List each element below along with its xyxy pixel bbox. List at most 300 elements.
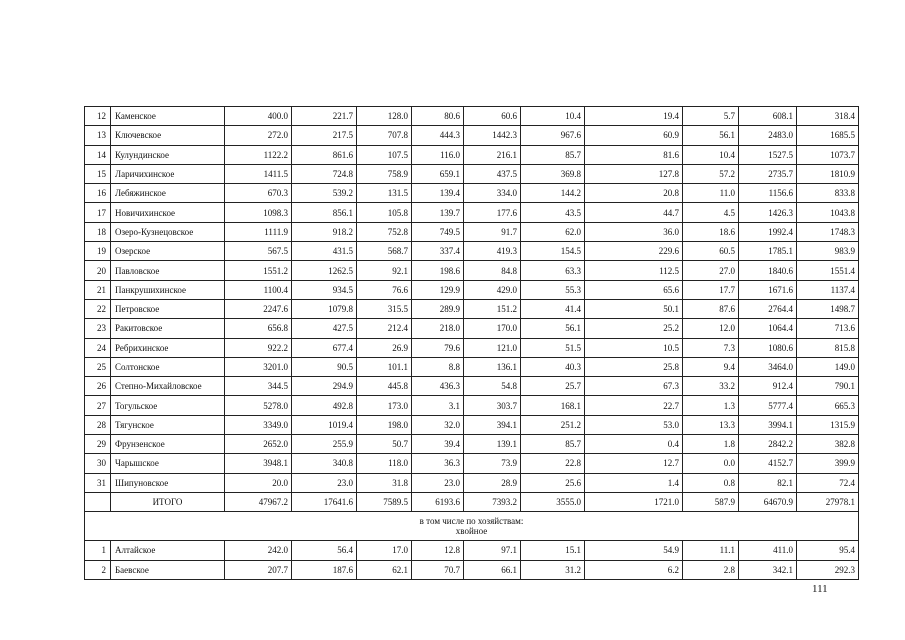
row-number: 19 [85, 242, 111, 261]
value-cell: 9.4 [683, 357, 739, 376]
value-cell: 54.8 [464, 377, 521, 396]
value-cell: 25.7 [521, 377, 585, 396]
table-row [85, 473, 859, 492]
table-row [85, 107, 859, 126]
value-cell: 3201.0 [225, 357, 292, 376]
row-number: 13 [85, 126, 111, 145]
value-cell: 677.4 [292, 338, 357, 357]
value-cell: 20.0 [225, 473, 292, 492]
value-cell: 1840.6 [739, 261, 797, 280]
value-cell: 60.6 [464, 107, 521, 126]
value-cell: 118.0 [357, 454, 412, 473]
value-cell: 790.1 [797, 377, 859, 396]
value-cell: 56.1 [521, 319, 585, 338]
value-cell: 81.6 [585, 145, 683, 164]
value-cell: 289.9 [412, 299, 464, 318]
value-cell: 394.1 [464, 415, 521, 434]
row-number: 31 [85, 473, 111, 492]
value-cell: 62.0 [521, 222, 585, 241]
row-number: 20 [85, 261, 111, 280]
value-cell: 87.6 [683, 299, 739, 318]
value-cell: 833.8 [797, 184, 859, 203]
row-name: Фрунзенское [111, 435, 225, 454]
value-cell: 0.4 [585, 435, 683, 454]
value-cell: 19.4 [585, 107, 683, 126]
value-cell: 1748.3 [797, 222, 859, 241]
table-row [85, 222, 859, 241]
value-cell: 382.8 [797, 435, 859, 454]
table-row [85, 261, 859, 280]
value-cell: 168.1 [521, 396, 585, 415]
value-cell: 139.4 [412, 184, 464, 203]
subheading-line-1: в том числе по хозяйствам: [419, 516, 524, 527]
value-cell: 707.8 [357, 126, 412, 145]
page-number: 111 [812, 583, 828, 595]
value-cell: 105.8 [357, 203, 412, 222]
table-row [85, 319, 859, 338]
value-cell: 665.3 [797, 396, 859, 415]
table-row [85, 164, 859, 183]
value-cell: 315.5 [357, 299, 412, 318]
value-cell: 1098.3 [225, 203, 292, 222]
value-cell: 53.0 [585, 415, 683, 434]
row-name: Баевское [111, 560, 225, 579]
value-cell: 1019.4 [292, 415, 357, 434]
value-cell: 18.6 [683, 222, 739, 241]
value-cell: 50.7 [357, 435, 412, 454]
value-cell: 1122.2 [225, 145, 292, 164]
value-cell: 129.9 [412, 280, 464, 299]
value-cell: 724.8 [292, 164, 357, 183]
value-cell: 10.4 [521, 107, 585, 126]
value-cell: 43.5 [521, 203, 585, 222]
value-cell: 1073.7 [797, 145, 859, 164]
value-cell: 2483.0 [739, 126, 797, 145]
value-cell: 101.1 [357, 357, 412, 376]
value-cell: 659.1 [412, 164, 464, 183]
row-name: Кулундинское [111, 145, 225, 164]
table-row [85, 541, 859, 560]
value-cell: 713.6 [797, 319, 859, 338]
total-cell: 64670.9 [739, 492, 797, 511]
value-cell: 444.3 [412, 126, 464, 145]
value-cell: 44.7 [585, 203, 683, 222]
total-cell: 27978.1 [797, 492, 859, 511]
value-cell: 1262.5 [292, 261, 357, 280]
value-cell: 216.1 [464, 145, 521, 164]
row-number: 26 [85, 377, 111, 396]
value-cell: 27.0 [683, 261, 739, 280]
total-cell: 47967.2 [225, 492, 292, 511]
value-cell: 17.0 [357, 541, 412, 560]
row-name: Ларичихинское [111, 164, 225, 183]
value-cell: 294.9 [292, 377, 357, 396]
value-cell: 1785.1 [739, 242, 797, 261]
value-cell: 1527.5 [739, 145, 797, 164]
value-cell: 23.0 [412, 473, 464, 492]
value-cell: 1080.6 [739, 338, 797, 357]
value-cell: 31.2 [521, 560, 585, 579]
row-name: Павловское [111, 261, 225, 280]
value-cell: 54.9 [585, 541, 683, 560]
value-cell: 177.6 [464, 203, 521, 222]
value-cell: 419.3 [464, 242, 521, 261]
value-cell: 303.7 [464, 396, 521, 415]
value-cell: 1551.4 [797, 261, 859, 280]
value-cell: 11.1 [683, 541, 739, 560]
table-row [85, 377, 859, 396]
value-cell: 26.9 [357, 338, 412, 357]
value-cell: 1.3 [683, 396, 739, 415]
value-cell: 400.0 [225, 107, 292, 126]
value-cell: 436.3 [412, 377, 464, 396]
row-number: 2 [85, 560, 111, 579]
value-cell: 1043.8 [797, 203, 859, 222]
value-cell: 25.2 [585, 319, 683, 338]
table-row [85, 145, 859, 164]
value-cell: 934.5 [292, 280, 357, 299]
table-row [85, 415, 859, 434]
row-number: 16 [85, 184, 111, 203]
subtable-body [85, 541, 859, 580]
value-cell: 983.9 [797, 242, 859, 261]
value-cell: 369.8 [521, 164, 585, 183]
value-cell: 5278.0 [225, 396, 292, 415]
value-cell: 60.5 [683, 242, 739, 261]
value-cell: 207.7 [225, 560, 292, 579]
value-cell: 4152.7 [739, 454, 797, 473]
row-number: 29 [85, 435, 111, 454]
row-number: 12 [85, 107, 111, 126]
value-cell: 154.5 [521, 242, 585, 261]
row-number: 27 [85, 396, 111, 415]
value-cell: 567.5 [225, 242, 292, 261]
value-cell: 212.4 [357, 319, 412, 338]
row-name: Каменское [111, 107, 225, 126]
row-name: Алтайское [111, 541, 225, 560]
value-cell: 20.8 [585, 184, 683, 203]
forest-data-table [84, 106, 859, 580]
value-cell: 912.4 [739, 377, 797, 396]
table-row [85, 126, 859, 145]
value-cell: 3464.0 [739, 357, 797, 376]
table-row [85, 203, 859, 222]
value-cell: 51.5 [521, 338, 585, 357]
value-cell: 144.2 [521, 184, 585, 203]
value-cell: 292.3 [797, 560, 859, 579]
value-cell: 861.6 [292, 145, 357, 164]
row-name: Новичихинское [111, 203, 225, 222]
value-cell: 1685.5 [797, 126, 859, 145]
value-cell: 399.9 [797, 454, 859, 473]
value-cell: 170.0 [464, 319, 521, 338]
value-cell: 3349.0 [225, 415, 292, 434]
value-cell: 411.0 [739, 541, 797, 560]
value-cell: 67.3 [585, 377, 683, 396]
total-cell: 1721.0 [585, 492, 683, 511]
value-cell: 1.4 [585, 473, 683, 492]
value-cell: 25.6 [521, 473, 585, 492]
value-cell: 65.6 [585, 280, 683, 299]
value-cell: 15.1 [521, 541, 585, 560]
value-cell: 7.3 [683, 338, 739, 357]
row-number: 22 [85, 299, 111, 318]
value-cell: 1137.4 [797, 280, 859, 299]
value-cell: 221.7 [292, 107, 357, 126]
row-number: 14 [85, 145, 111, 164]
value-cell: 437.5 [464, 164, 521, 183]
table-row [85, 396, 859, 415]
row-number: 18 [85, 222, 111, 241]
value-cell: 149.0 [797, 357, 859, 376]
value-cell: 1551.2 [225, 261, 292, 280]
table-row [85, 299, 859, 318]
value-cell: 8.8 [412, 357, 464, 376]
value-cell: 187.6 [292, 560, 357, 579]
value-cell: 2652.0 [225, 435, 292, 454]
value-cell: 1810.9 [797, 164, 859, 183]
value-cell: 70.7 [412, 560, 464, 579]
value-cell: 1992.4 [739, 222, 797, 241]
value-cell: 218.0 [412, 319, 464, 338]
value-cell: 55.3 [521, 280, 585, 299]
total-cell: 7393.2 [464, 492, 521, 511]
value-cell: 76.6 [357, 280, 412, 299]
value-cell: 656.8 [225, 319, 292, 338]
subheading [85, 512, 859, 541]
value-cell: 22.8 [521, 454, 585, 473]
value-cell: 922.2 [225, 338, 292, 357]
value-cell: 0.0 [683, 454, 739, 473]
value-cell: 3994.1 [739, 415, 797, 434]
value-cell: 1064.4 [739, 319, 797, 338]
row-number: 15 [85, 164, 111, 183]
value-cell: 12.7 [585, 454, 683, 473]
row-number: 28 [85, 415, 111, 434]
value-cell: 92.1 [357, 261, 412, 280]
value-cell: 79.6 [412, 338, 464, 357]
value-cell: 72.4 [797, 473, 859, 492]
value-cell: 967.6 [521, 126, 585, 145]
value-cell: 36.0 [585, 222, 683, 241]
value-cell: 36.3 [412, 454, 464, 473]
value-cell: 758.9 [357, 164, 412, 183]
row-name: Озеро-Кузнецовское [111, 222, 225, 241]
row-name: Ребрихинское [111, 338, 225, 357]
value-cell: 5777.4 [739, 396, 797, 415]
row-name: Солтонское [111, 357, 225, 376]
value-cell: 568.7 [357, 242, 412, 261]
value-cell: 1411.5 [225, 164, 292, 183]
value-cell: 50.1 [585, 299, 683, 318]
subheading-row [85, 512, 859, 541]
value-cell: 11.0 [683, 184, 739, 203]
table-row [85, 280, 859, 299]
table-row [85, 338, 859, 357]
value-cell: 2735.7 [739, 164, 797, 183]
value-cell: 2247.6 [225, 299, 292, 318]
value-cell: 1315.9 [797, 415, 859, 434]
value-cell: 1442.3 [464, 126, 521, 145]
total-cell: 7589.5 [357, 492, 412, 511]
value-cell: 670.3 [225, 184, 292, 203]
table-row [85, 560, 859, 579]
row-name: Тогульское [111, 396, 225, 415]
row-name: Тягунское [111, 415, 225, 434]
value-cell: 342.1 [739, 560, 797, 579]
row-name: Чарышское [111, 454, 225, 473]
row-name: Панкрушихинское [111, 280, 225, 299]
value-cell: 229.6 [585, 242, 683, 261]
value-cell: 1.8 [683, 435, 739, 454]
value-cell: 539.2 [292, 184, 357, 203]
value-cell: 242.0 [225, 541, 292, 560]
value-cell: 431.5 [292, 242, 357, 261]
value-cell: 340.8 [292, 454, 357, 473]
value-cell: 31.8 [357, 473, 412, 492]
value-cell: 1671.6 [739, 280, 797, 299]
value-cell: 344.5 [225, 377, 292, 396]
row-number: 24 [85, 338, 111, 357]
row-name: Озерское [111, 242, 225, 261]
value-cell: 131.5 [357, 184, 412, 203]
value-cell: 1498.7 [797, 299, 859, 318]
value-cell: 63.3 [521, 261, 585, 280]
table-row [85, 357, 859, 376]
value-cell: 139.7 [412, 203, 464, 222]
value-cell: 56.1 [683, 126, 739, 145]
value-cell: 918.2 [292, 222, 357, 241]
value-cell: 57.2 [683, 164, 739, 183]
value-cell: 752.8 [357, 222, 412, 241]
value-cell: 136.1 [464, 357, 521, 376]
value-cell: 32.0 [412, 415, 464, 434]
value-cell: 13.3 [683, 415, 739, 434]
value-cell: 2764.4 [739, 299, 797, 318]
value-cell: 97.1 [464, 541, 521, 560]
value-cell: 5.7 [683, 107, 739, 126]
value-cell: 492.8 [292, 396, 357, 415]
value-cell: 3948.1 [225, 454, 292, 473]
value-cell: 151.2 [464, 299, 521, 318]
row-number: 25 [85, 357, 111, 376]
value-cell: 85.7 [521, 435, 585, 454]
table-row [85, 435, 859, 454]
value-cell: 255.9 [292, 435, 357, 454]
value-cell: 91.7 [464, 222, 521, 241]
row-name: Степно-Михайловское [111, 377, 225, 396]
row-name: Ключевское [111, 126, 225, 145]
value-cell: 56.4 [292, 541, 357, 560]
value-cell: 173.0 [357, 396, 412, 415]
value-cell: 1156.6 [739, 184, 797, 203]
value-cell: 33.2 [683, 377, 739, 396]
value-cell: 25.8 [585, 357, 683, 376]
value-cell: 22.7 [585, 396, 683, 415]
value-cell: 856.1 [292, 203, 357, 222]
table-row [85, 184, 859, 203]
value-cell: 139.1 [464, 435, 521, 454]
value-cell: 1426.3 [739, 203, 797, 222]
total-label: ИТОГО [111, 492, 225, 511]
value-cell: 749.5 [412, 222, 464, 241]
row-number: 23 [85, 319, 111, 338]
table-row [85, 242, 859, 261]
value-cell: 2842.2 [739, 435, 797, 454]
value-cell: 10.5 [585, 338, 683, 357]
total-cell: 587.9 [683, 492, 739, 511]
table-row [85, 454, 859, 473]
row-number: 1 [85, 541, 111, 560]
value-cell: 334.0 [464, 184, 521, 203]
value-cell: 17.7 [683, 280, 739, 299]
value-cell: 198.6 [412, 261, 464, 280]
value-cell: 0.8 [683, 473, 739, 492]
value-cell: 1079.8 [292, 299, 357, 318]
value-cell: 39.4 [412, 435, 464, 454]
value-cell: 40.3 [521, 357, 585, 376]
value-cell: 272.0 [225, 126, 292, 145]
value-cell: 3.1 [412, 396, 464, 415]
value-cell: 116.0 [412, 145, 464, 164]
value-cell: 127.8 [585, 164, 683, 183]
value-cell: 41.4 [521, 299, 585, 318]
value-cell: 4.5 [683, 203, 739, 222]
value-cell: 608.1 [739, 107, 797, 126]
row-number: 21 [85, 280, 111, 299]
value-cell: 95.4 [797, 541, 859, 560]
value-cell: 815.8 [797, 338, 859, 357]
value-cell: 2.8 [683, 560, 739, 579]
table-body [85, 107, 859, 493]
row-name: Ракитовское [111, 319, 225, 338]
value-cell: 128.0 [357, 107, 412, 126]
value-cell: 198.0 [357, 415, 412, 434]
value-cell: 12.0 [683, 319, 739, 338]
value-cell: 251.2 [521, 415, 585, 434]
value-cell: 107.5 [357, 145, 412, 164]
value-cell: 217.5 [292, 126, 357, 145]
total-cell: 6193.6 [412, 492, 464, 511]
value-cell: 84.8 [464, 261, 521, 280]
value-cell: 445.8 [357, 377, 412, 396]
value-cell: 82.1 [739, 473, 797, 492]
total-row [85, 492, 859, 511]
subheading-line-2: хвойное [455, 526, 488, 537]
value-cell: 427.5 [292, 319, 357, 338]
total-cell: 3555.0 [521, 492, 585, 511]
value-cell: 80.6 [412, 107, 464, 126]
row-name: Петровское [111, 299, 225, 318]
row-number: 17 [85, 203, 111, 222]
value-cell: 10.4 [683, 145, 739, 164]
value-cell: 121.0 [464, 338, 521, 357]
value-cell: 62.1 [357, 560, 412, 579]
row-name: Шипуновское [111, 473, 225, 492]
value-cell: 66.1 [464, 560, 521, 579]
value-cell: 6.2 [585, 560, 683, 579]
value-cell: 28.9 [464, 473, 521, 492]
value-cell: 73.9 [464, 454, 521, 473]
value-cell: 85.7 [521, 145, 585, 164]
value-cell: 23.0 [292, 473, 357, 492]
value-cell: 318.4 [797, 107, 859, 126]
row-name: Лебяжинское [111, 184, 225, 203]
value-cell: 337.4 [412, 242, 464, 261]
value-cell: 12.8 [412, 541, 464, 560]
value-cell: 1111.9 [225, 222, 292, 241]
value-cell: 112.5 [585, 261, 683, 280]
